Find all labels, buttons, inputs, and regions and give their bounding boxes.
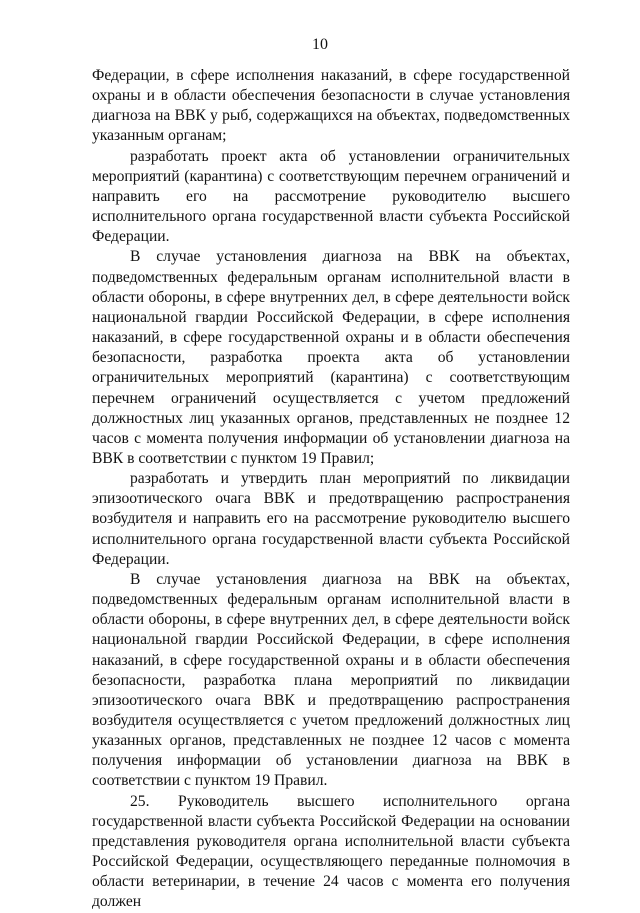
paragraph-federal-objects-plan: В случае установления диагноза на ВВК на объектах, подведомственных федеральным органам исполнительной власти в области обороны, в сфере внутренних дел, в сфере деятельности войск национальной гвардии Российской Федерации, в сфере исполнения наказаний, в сфере государственной охраны и в области обеспечения безопасности, разработка плана мероприятий по ликвидации эпизоотического очага ВВК и предотвращению распространения возбудителя осуществляется с учетом предложений должностных лиц указанных органов, представленных не позднее 12 часов с момента получения информации об установлении диагноза на ВВК в соответствии с пунктом 19 Правил. xyxy=(92,570,570,790)
paragraph-continuation: Федерации, в сфере исполнения наказаний, в сфере государственной охраны и в области обеспечения безопасности в случае установления диагноза на ВВК у рыб, содержащихся на объектах, подведомственных указанным органам; xyxy=(92,67,570,145)
paragraph-item-25: 25. Руководитель высшего исполнительного органа государственной власти субъекта Российской Федерации на основании представления руководителя органа исполнительной власти субъекта Российской Федерации, осуществляющего переданные полномочия в области ветеринарии, в течение 24 часов с момента его получения должен xyxy=(92,792,570,911)
page-number: 10 xyxy=(312,36,328,53)
paragraph-draft-quarantine-act: разработать проект акта об установлении ограничительных мероприятий (карантина) с соответствующим перечнем ограничений и направить его на рассмотрение руководителю высшего исполнительного органа государственной власти субъекта Российской Федерации. xyxy=(92,147,570,246)
paragraph-federal-objects-act: В случае установления диагноза на ВВК на объектах, подведомственных федеральным органам исполнительной власти в области обороны, в сфере внутренних дел, в сфере деятельности войск национальной гвардии Российской Федерации, в сфере исполнения наказаний, в сфере государственной охраны и в области обеспечения безопасности, разработка проекта акта об установлении ограничительных мероприятий (карантина) с соответствующим перечнем ограничений осуществляется с учетом предложений должностных лиц указанных органов, представленных не позднее 12 часов с момента получения информации об установлении диагноза на ВВК в соответствии с пунктом 19 Правил; xyxy=(92,248,570,467)
paragraph-elimination-plan: разработать и утвердить план мероприятий по ликвидации эпизоотического очага ВВК и предотвращению распространения возбудителя и направить его на рассмотрение руководителю высшего исполнительного органа государственной власти субъекта Российской Федерации. xyxy=(92,470,570,568)
document-body xyxy=(92,66,570,913)
